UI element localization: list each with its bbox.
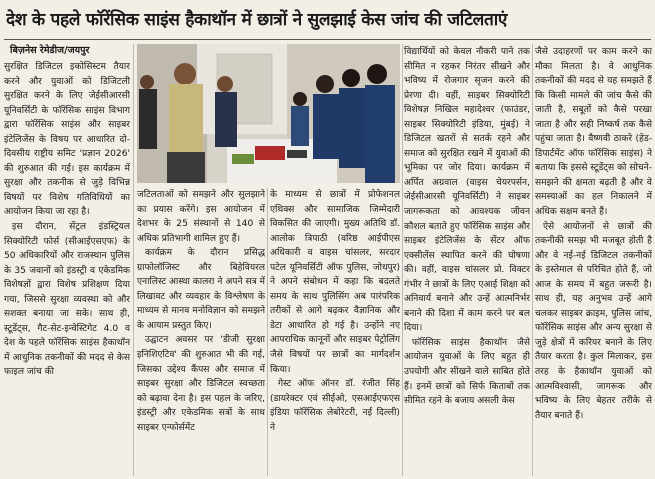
paragraph: कार्यक्रम के दौरान प्रसिद्ध ग्राफोलॉजिस्ट और बिहेवियरल एनालिस्ट आस्था कालरा ने अपने सत्र में लिखावट और व्यवहार के विश्लेषण के माध्यम से मानव मनोविज्ञान को समझने के आयाम प्रस्तुत किए। (137, 248, 265, 331)
paragraph: विद्यार्थियों को केवल नौकरी पाने तक सीमित न रहकर निरंतर सीखने और भविष्य में रोजगार सृजन करने की प्रेरणा दी। वहीं, साइबर सिक्योरिटी विशेषज्ञ निखिल महादेश्वर (फाउंडर, साइबर सिक्योरिटी इंडिया, मुंबई) ने डिजिटल खतरों से सतर्क रहने और समाज को सुरक्षित रखने में युवाओं की भूमिका पर जोर दिया। कार्यक्रम में अर्पित अग्रवाल (वाइस चेयरपर्सन, जेईसीआरसी यूनिवर्सिटी) ने साइबर जागरूकता को आवश्यक जीवन कौशल बताते हुए फॉरेंसिक साइंस और साइबर इंटेलिजेंस के सेंटर ऑफ एक्सीलेंस स्थापित करने की घोषणा की। वहीं, वाइस चांसलर प्रो. विक्टर गंभीर ने छात्रों के लिए एआई शिक्षा को अनिवार्य बनाने और उन्हें आत्मनिर्भर बनाने की दिशा में काम करने पर बल दिया। (404, 47, 530, 334)
column-divider (133, 44, 134, 476)
column-2 (137, 188, 265, 478)
paragraph: के माध्यम से छात्रों में प्रोफेशनल एथिक्स और सामाजिक जिम्मेदारी विकसित की जाएगी। मुख्य अतिथि डॉ. आलोक त्रिपाठी (वरिष्ठ आईपीएस अधिकारी व वाइस चांसलर, सरदार पटेल यूनिवर्सिटी ऑफ पुलिस, जोधपुर) ने अपने संबोधन में कहा कि बदलते समय के साथ पुलिसिंग अब पारंपरिक तरीकों से आगे बढ़कर वैज्ञानिक और डेटा आधारित हो गई है। उन्होंने नए आपराधिक कानूनों और साइबर पेट्रोलिंग जैसे विषयों पर छात्रों का मार्गदर्शन किया। (270, 190, 400, 375)
column-divider (402, 44, 403, 476)
paragraph: सुरक्षित डिजिटल इकोसिस्टम तैयार करने और युवाओं को डिजिटली सुरक्षित करने के लिए जेईसीआरसी यूनिवर्सिटी के फॉरेंसिक साइंस विभाग द्वारा फॉरेंसिक साइंस और साइबर इंटेलिजेंस के विषय पर आधारित दो-दिवसीय राष्ट्रीय समिट 'प्रज्ञान 2026' की शुरुआत की गई। इस कार्यक्रम में सुरक्षा और तकनीक से जुड़े विभिन्न विषयों पर विशेष गतिविधियों का आयोजन किया जा रहा है। (4, 62, 130, 218)
column-3 (270, 188, 400, 478)
column-5 (535, 45, 652, 478)
headline: देश के पहले फॉरेंसिक साइंस हैकाथॉन में छात्रों ने सुलझाई केस जांच की जटिलताएं (6, 10, 508, 30)
paragraph: जटिलताओं को समझने और सुलझाने का प्रयास करेंगे। इस आयोजन में देशभर के 25 संस्थानों से 140 से अधिक प्रतिभागी शामिल हुए हैं। (137, 190, 265, 244)
paragraph: उद्घाटन अवसर पर 'डीजी सुरक्षा इनिशिएटिव' की शुरुआत भी की गई, जिसका उद्देश्य कैंपस और समाज में साइबर सुरक्षा और डिजिटल स्वच्छता को बढ़ावा देना है। इस पहल के जरिए, इंडस्ट्री और एकेडमिक सत्रों के साथ साइबर एन्फोर्समेंट (137, 335, 265, 433)
headline-rule (4, 39, 651, 40)
paragraph: फॉरेंसिक साइंस हैकाथॉन जैसे आयोजन युवाओं के लिए बहुत ही उपयोगी और सीखने वाले साबित होते हैं। इनमें छात्रों को सिर्फ किताबों तक सीमित रहने के बजाय असली केस (404, 337, 530, 407)
column-4 (404, 45, 530, 478)
event-photo-icon (137, 44, 400, 183)
column-divider (267, 188, 268, 476)
byline: बिज़नेस रेमेडीज/जयपुर (10, 45, 90, 56)
column-divider (532, 44, 533, 476)
column-1 (4, 60, 130, 478)
paragraph: ऐसे आयोजनों से छात्रों की तकनीकी समझ भी मजबूत होती है और वे नई-नई डिजिटल तकनीकों के इस्तेमाल से परिचित होते हैं, जो आज के समय में बहुत जरूरी है। साथ ही, यह अनुभव उन्हें आगे चलकर साइबर क्राइम, पुलिस जांच, फॉरेंसिक साइंस और अन्य सुरक्षा से जुड़े क्षेत्रों में करियर बनाने के लिए तैयार करता है। कुल मिलाकर, इस तरह के हैकाथॉन युवाओं को आत्मविश्वासी, जागरूक और भविष्य के लिए बेहतर तरीके से तैयार बनाते हैं। (535, 221, 652, 421)
paragraph: जैसे उदाहरणों पर काम करने का मौका मिलता है। वे आधुनिक तकनीकों की मदद से यह समझते हैं कि किसी मामले की जांच कैसे की जाती है, सबूतों को कैसे परखा जाता है और सही निष्कर्ष तक कैसे पहुंचा जाता है। वैष्णवी ठाकरे (हेड- डिपार्टमेंट ऑफ फॉरेंसिक साइंस) ने बताया कि इससे स्टूडेंट्स को सोचने-समझने की क्षमता बढ़ती है और वे समस्याओं का हल निकालने में अधिक सक्षम बनते हैं। (535, 47, 652, 218)
article-photo (137, 44, 400, 183)
paragraph: गेस्ट ऑफ ऑनर डॉ. रंजीत सिंह (डायरेक्टर एवं सीईओ, एसआईएफएस इंडिया फॉरेंसिक लेबोरेटरी, नई दिल्ली) ने (270, 379, 400, 433)
paragraph: इस दौरान, सेंट्रल इंडस्ट्रियल सिक्योरिटी फोर्स (सीआईएसएफ) के 50 अधिकारियों और राजस्थान पुलिस के 35 जवानों को इंडस्ट्री व एकेडमिक विशेषज्ञों द्वारा विशेष प्रशिक्षण दिया गया, जिससे सुरक्षा व्यवस्था को और सशक्त बनाया जा सके। साथ ही, स्टूडेंट्स, गैट-सेट-इन्वेस्टिगेट 4.0 व देश के पहले फॉरेंसिक साइंस हैकाथॉन में आधुनिक तकनीकों की मदद से केस फाइल जांच की (4, 222, 130, 378)
